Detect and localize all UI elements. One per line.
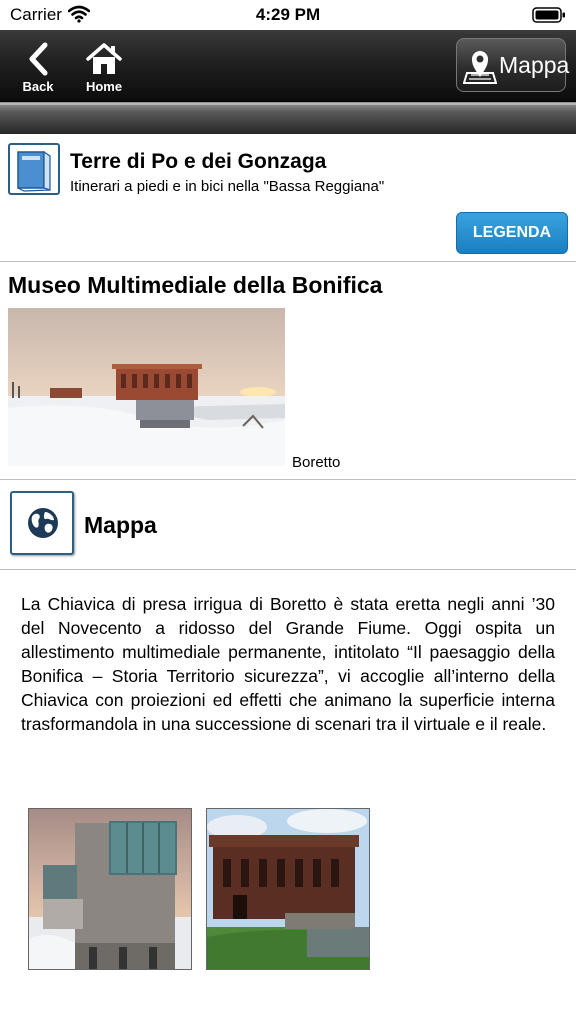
poi-section [0, 262, 576, 480]
book-icon [8, 143, 60, 195]
legend-button[interactable]: LEGENDA [456, 212, 568, 254]
itinerary-header [0, 134, 576, 262]
navigation-bar [0, 30, 576, 102]
home-button[interactable] [78, 42, 130, 94]
status-bar [0, 0, 576, 30]
map-button[interactable] [456, 38, 570, 92]
map-link-label: Mappa [84, 512, 157, 538]
itinerary-title: Terre di Po e dei Gonzaga [70, 150, 327, 173]
back-label: Back [22, 79, 54, 94]
map-button-label: Mappa [499, 52, 570, 78]
poi-description: La Chiavica di presa irrigua di Boretto è stata eretta negli anni ’30 del Novecento a ridosso del Grande Fiume. Oggi ospita un allestimento multimediale permanente, intitolato “Il paesaggio della Bonifica – Storia Territorio sicurezza”, vi accoglie all’interno della Chiavica con proiezioni ed effetti che animano la superficie interna trasformandola in una successione di scenari tra il virtuale e il reale. [21, 594, 555, 734]
poi-caption: Boretto [292, 454, 341, 471]
chevron-left-icon [25, 42, 51, 76]
carrier-label: Carrier [10, 5, 62, 24]
itinerary-subtitle: Itinerari a piedi e in bici nella "Bassa Reggiana" [70, 178, 385, 195]
status-time: 4:29 PM [255, 5, 321, 24]
poi-photo[interactable] [8, 308, 285, 466]
gallery-photo[interactable] [206, 808, 370, 970]
toolbar-band [0, 102, 576, 134]
home-icon [85, 42, 123, 76]
battery-icon [532, 7, 566, 28]
gallery-photo[interactable] [28, 808, 192, 970]
poi-title: Museo Multimediale della Bonifica [8, 272, 383, 298]
map-pin-icon [463, 47, 497, 85]
back-button[interactable] [16, 42, 60, 94]
home-label: Home [85, 79, 123, 94]
globe-icon [10, 491, 74, 555]
map-link-row[interactable] [0, 480, 576, 570]
